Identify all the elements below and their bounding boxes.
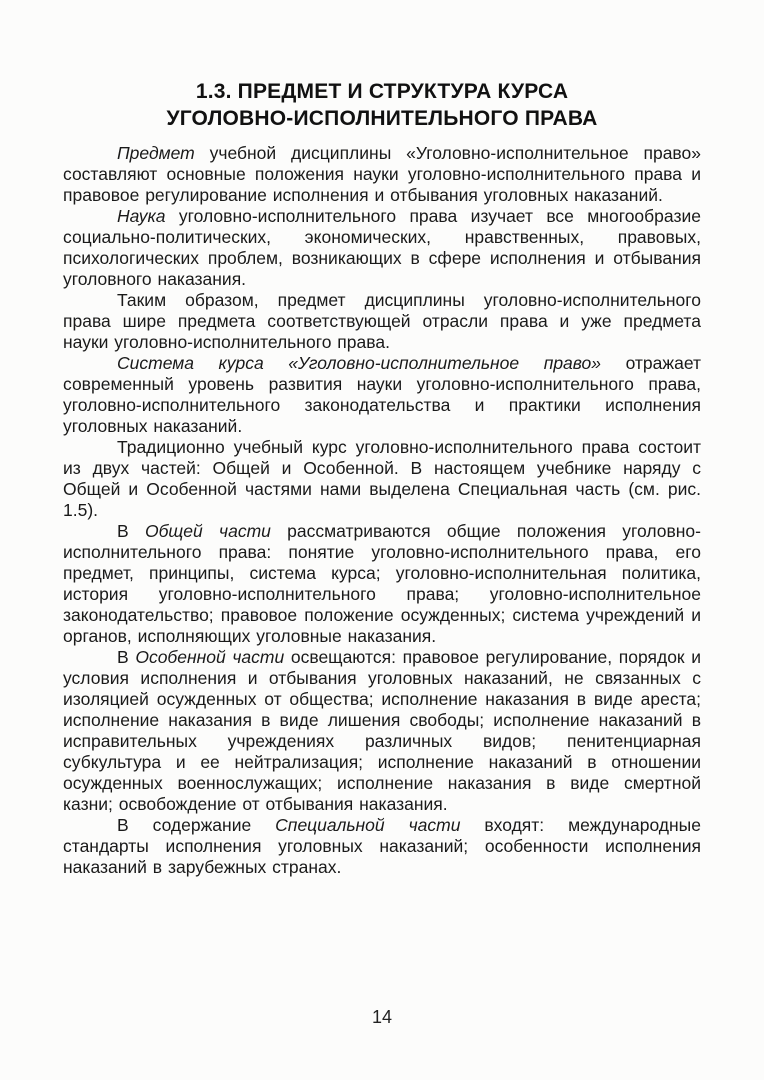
- text-run: рассматриваются общие положения уголовно-исполнительного права: понятие уголовно-исполнительного права, его предмет, принципы, система курса; уголовно-исполнительная политика, история уголовно-исполнительного права; уголовно-исполнительное законодательство; правовое положение осужденных; система учреждений и органов, исполняющих уголовные наказания.: [63, 521, 701, 646]
- text-run: В: [117, 647, 136, 667]
- section-title-line1: 1.3. ПРЕДМЕТ И СТРУКТУРА КУРСА: [195, 80, 569, 103]
- text-run: учебной дисциплины «Уголовно-исполнительное право» составляют основные положения науки уголовно-исполнительного права и правовое регулирование исполнения и отбывания уголовных наказаний.: [63, 143, 701, 205]
- text-run: уголовно-исполнительного права изучает все многообразие социально-политических, экономических, нравственных, правовых, психологических проблем, возникающих в сфере исполнения и отбывания уголовного наказания.: [63, 206, 701, 289]
- text-run: Таким образом, предмет дисциплины уголовно-исполнительного права шире предмета соответствующей отрасли права и уже предмета науки уголовно-исполнительного права.: [63, 290, 701, 352]
- paragraph: [63, 437, 701, 521]
- paragraph: [63, 647, 701, 815]
- italic-term: Наука: [117, 206, 166, 226]
- section-title-line2: УГОЛОВНО-ИСПОЛНИТЕЛЬНОГО ПРАВА: [166, 107, 598, 130]
- italic-term: Специальной части: [275, 815, 461, 835]
- paragraph: [63, 290, 701, 353]
- body-text: [63, 143, 701, 878]
- italic-term: Общей части: [144, 521, 271, 541]
- paragraph: [63, 353, 701, 437]
- paragraph: [63, 143, 701, 206]
- text-run: освещаются: правовое регулирование, порядок и условия исполнения и отбывания уголовных наказаний, не связанных с изоляцией осужденных от общества; исполнение наказания в виде ареста; исполнение наказания в виде лишения свободы; исполнение наказаний в исправительных учреждениях различных видов; пенитенциарная субкультура и ее нейтрализация; исполнение наказаний в отношении осужденных военнослужащих; исполнение наказания в виде смертной казни; освобождение от отбывания наказания.: [63, 647, 701, 814]
- text-run: Традиционно учебный курс уголовно-исполнительного права состоит из двух частей: Общей и Особенной. В настоящем учебнике наряду с Общей и Особенной частями нами выделена Специальная часть (см. рис. 1.5).: [63, 437, 701, 520]
- text-run: В: [117, 521, 145, 541]
- section-title: [63, 78, 701, 132]
- text-run: отражает современный уровень развития науки уголовно-исполнительного права, уголовно-исполнительного законодательства и практики исполнения уголовных наказаний.: [63, 353, 702, 436]
- italic-term: Предмет: [117, 143, 195, 163]
- italic-term: Особенной части: [135, 647, 285, 667]
- paragraph: [63, 521, 701, 647]
- text-block: [63, 78, 701, 878]
- text-run: В содержание: [117, 815, 276, 835]
- page-number: 14: [371, 1007, 393, 1027]
- text-run: входят: международные стандарты исполнения уголовных наказаний; особенности исполнения наказаний в зарубежных странах.: [63, 815, 701, 877]
- paragraph: [63, 815, 701, 878]
- paragraph: [63, 206, 701, 290]
- italic-term: Система курса «Уголовно-исполнительное право»: [117, 353, 602, 373]
